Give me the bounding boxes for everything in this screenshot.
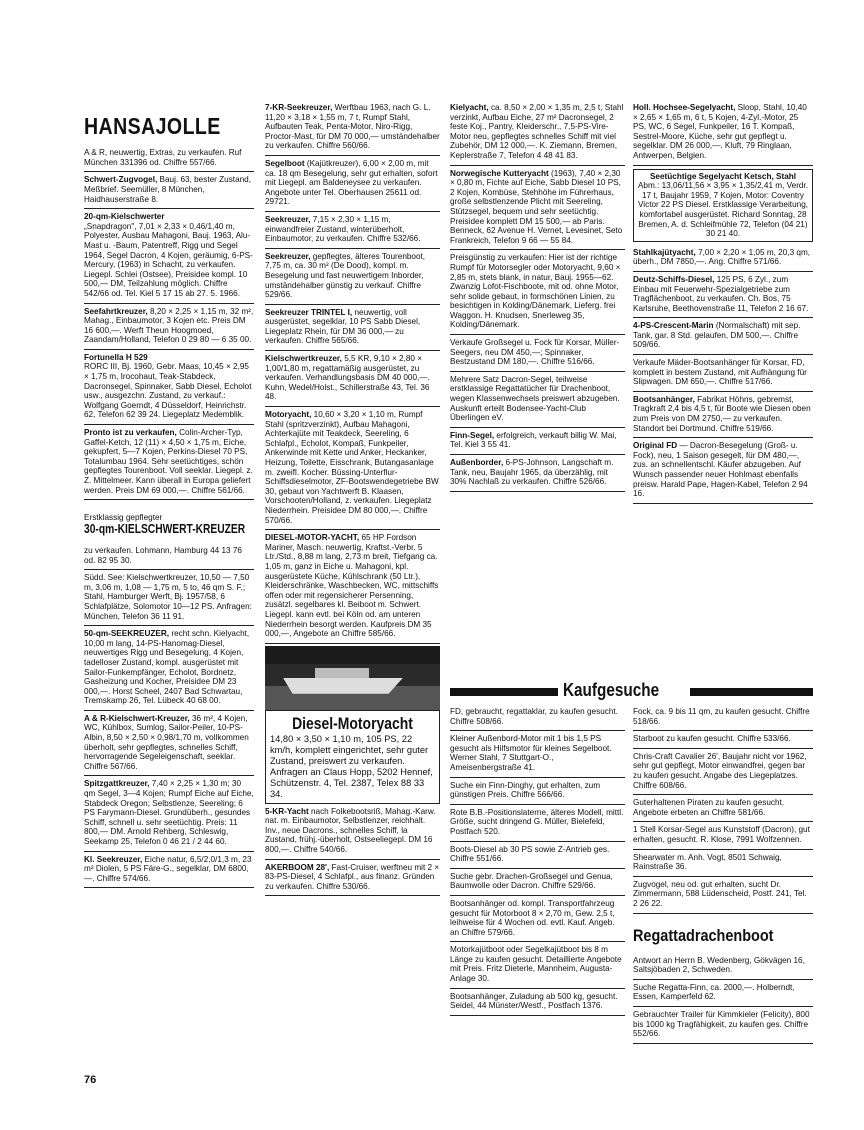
wanted-ad (450, 731, 625, 777)
section-title: Kaufgesuche (563, 680, 660, 700)
wanted-ad (450, 704, 625, 731)
classified-ad (265, 860, 440, 897)
diesel-motoryacht-ad (265, 710, 440, 804)
ad-text: Colin-Archer-Typ, Gaffel-Ketch, 12 (11) × 4,50 × 1,75 m, Eiche, gekupfert, 5—7 Kojen, Perkins-Diesel 70 PS, Totalumbau 1964. Sehr seetüchtiges, schön gepflegtes Tourenboot. Voll seeklar. Liegepl. z. Z. Mittelmeer. Kann überall in Europa geliefert werden. Preis DM 69 000,—. Chiffre 561/66. (84, 428, 253, 495)
ad-title: Seekreuzer TRINTEL I, (265, 307, 353, 317)
ad-text: Verkaufe Großsegel u. Fock für Korsar, Müller-Seegers, neu DM 450,—; Spinnaker, Bestzustand DM 180,—. Chiffre 516/66. (450, 338, 620, 367)
ad-text: 8,20 × 2,25 × 1,15 m, 32 m², Mahag., Einbaumotor, 3 Kojen etc. Preis DM 16 600,—. Werft Theun Hoogmoed, Zaandam/Holland, Telefon 0 29 80 — 6 35 00. (84, 306, 254, 345)
header-bar-right (690, 688, 813, 696)
ad-title: Segelboot (265, 158, 305, 168)
ad-title: Kl. Seekreuzer, (84, 854, 143, 864)
ad-text: Verkaufe Mäder-Bootsanhänger für Korsar, FD, komplett in bestem Zustand, mit Aufhängung für Slipwagen. DM 650,—. Chiffre 517/66. (633, 358, 807, 387)
classified-ad (265, 156, 440, 212)
ad-text: neuwertig, voll ausgerüstet, segelklar, 10 PS Sabb Diesel, Liegeplatz Rhein, für DM 36 000,— zu verkaufen. Chiffre 565/66. (265, 307, 421, 346)
wanted-ad (450, 896, 625, 942)
wanted-ad (450, 842, 625, 869)
ad-title: Deutz-Schiffs-Diesel, (633, 274, 715, 284)
wanted-ad (633, 850, 813, 877)
ad-text: Fabrikat Höhns, gebremst, Tragkraft 2,4 bis 4,5 t, für Boote wie Diesen oben zum Preis von DM 2750,— zu verkaufen. Standort bei Dortmund. Chiffre 519/66. (633, 394, 811, 433)
ad-text: RORC III, Bj. 1960, Gebr. Maas, 10,45 × 2,95 × 1,75 m, Irocohaut, Teak-Stabdeck, Dacronsegel, Spinnaker, Sabb Diesel, Echolot usw., ausgezchn. Zustand, zu verkauf.: Wolfgang Goerndt, 4 Düsseldorf, Heinrichstr. 62, Telefon 62 39 24. Liegeplatz Medemblik. (84, 362, 252, 420)
ad-text: 36 m², 4 Kojen, WC, Kühlbox, Sumlog, Sailor-Peiler, 10-PS-Albin, 8,50 × 2,50 × 0,98/1,70 m, vollkommen überholt, sehr gepflegtes, schnelles Schiff, hervorragende Segeleigenschaft, seeklar. Chiffre 567/66. (84, 713, 249, 771)
ad-text: Motorkajütboot oder Segelkajütboot bis 8 m Länge zu kaufen gesucht. Detaillierte Angebote mit Preis. Fritz Dieterle, Mannheim, Augusta-Anlage 30. (450, 945, 622, 984)
column-3 (450, 100, 625, 678)
wanted-ad (633, 795, 813, 822)
ad-title: Original FD (633, 441, 678, 451)
ad-title: A & R-Kielschwert-Kreuzer, (84, 713, 190, 723)
classified-ad (84, 304, 254, 350)
classified-ad (265, 351, 440, 407)
ad-text: Suche ein Finn-Dinghy, gut erhalten, zum günstigen Preis. Chiffre 566/66. (450, 780, 601, 800)
classified-ad (633, 245, 813, 272)
classified-ad (450, 428, 625, 455)
ad-text: — Dacron-Besegelung (Groß- u. Fock), neu, 1 Saison gesegelt, für DM 480,—, zus. an schnellentschl. Käufer abzugeben. Auf Wunsch passender neuer Hohlmast ebenfalls preisw. Harald Pape, Hagen-Kabel, Telefon 2 94 16. (633, 441, 808, 499)
ad-text: Bootsanhänger od. kompl. Transportfahrzeug gesucht für Motorboot 8 × 2,70 m, Gew. 2,5 t, leihweise für 4 Wochen od. evtl. Kauf. Angeb. an Chiffre 579/66. (450, 898, 615, 937)
wanted-ad (450, 778, 625, 805)
wanted-ad (450, 869, 625, 896)
wanted-ad (450, 989, 625, 1016)
ad-title: Fortunella H 529 (84, 352, 148, 362)
classified-ad (633, 392, 813, 438)
wanted-ad (633, 1007, 813, 1044)
ad-headline: 30-qm-KIELSCHWERT-KREUZER (84, 522, 246, 537)
ad-text: 1 Stell Korsar-Segel aus Kunststoff (Dacron), gut erhalten, gesucht. R. Klose, 7991 Wolfzennen. (633, 825, 810, 844)
classified-ad (633, 355, 813, 392)
column-3-wanted (450, 704, 625, 1094)
wanted-ad (633, 822, 813, 849)
ad-text: Eiche natur, 6,5/2,0/1,3 m, 23 m² Diolen, 5 PS Färe-G., segelklar, DM 6800,—. Chiffre 574/66. (84, 854, 252, 883)
ad-text: (Kajütkreuzer), 6,00 × 2,00 m, mit ca. 18 qm Besegelung, sehr gut erhalten, sofort mit Liegepl. am Baldeneysee zu verkaufen. Angebote unter Tel. Oberhausen 25611 od. 29721. (265, 158, 438, 207)
ad-headline: Regattadrachenboot (633, 926, 774, 946)
ad-title: Holl. Hochsee-Segelyacht, (633, 103, 736, 112)
ad-text: Suche Regatta-Finn, ca. 2000,—. Holberndt, Essen, Kamperfeld 62. (633, 982, 795, 1002)
ad-text: (Normalschaft) mit sep. Tank, gar. 8 Std. gelaufen, DM 500,—. Chiffre 509/66. (633, 321, 801, 350)
ad-text: Gebrauchter Trailer für Kimmkieler (Felicity), 800 bis 1000 kg Tragfähigkeit, zu kaufen ges. Chiffre 552/66. (633, 1010, 810, 1039)
classified-ad (84, 172, 254, 209)
photo-yacht-hull (283, 678, 403, 694)
classified-ad (84, 209, 254, 303)
ad-title: Motoryacht, (265, 410, 312, 420)
ad-title: AKERBOOM 28', (265, 862, 330, 872)
ad-text: 6-PS-Johnson, Langschaft m. Tank, neu, Baujahr 1965, da überzählig, mit 30% Nachlaß zu verkaufen. Chiffre 526/66. (450, 458, 614, 487)
ad-text: Antwort an Herrn B. Wedenberg, Gökvägen 16, Saltsjöbaden 2, Schweden. (633, 955, 805, 975)
wanted-ad (633, 914, 813, 980)
ad-text: Bauj. 63, bester Zustand, Meßbrief. Seemüller, 8 München, Haidhauserstraße 8. (84, 175, 252, 204)
ad-title: Seekreuzer, (265, 214, 311, 224)
ad-text: 7,15 × 2,30 × 1,15 m, einwandfreier Zustand, winterüberholt, Einbaumotor, zu verkaufen. Chiffre 532/66. (265, 214, 421, 244)
classified-ad (84, 852, 254, 889)
classified-ad (450, 372, 625, 428)
classified-ad-boxed (633, 169, 813, 242)
ad-title: DIESEL-MOTOR-YACHT, (265, 533, 360, 543)
ad-text: A & R, neuwertig, Extras, zu verkaufen. Ruf München 331396 od. Chiffre 557/66. (84, 148, 242, 167)
ad-title: Bootsanhänger, (633, 394, 695, 404)
ad-text: erfolgreich, verkauft billig W. Mai, Tel. Kiel 3 55 41. (450, 430, 617, 450)
ad-text: 10,60 × 3,20 × 1,10 m, Rumpf Stahl (spritzverzinkt), Aufbau Mahagoni, Achterkajüte mit Teakdeck, Seereling, 6 Schlafpl., Echolot, Kompaß, Funkpeiler, Ankerwinde mit Kette und Anker, Heckanker, Heizung, Toilette, Eisschrank, Butangasanlage m. zweifl. Kocher. Büssing-Unterflur-Schiffsdieselmotor, ZF-Bootswendegetriebe BW 30, gebaut von Yachtwerft B. Klaasen, Vorschooten/Holland, z. verkaufen. Liegeplatz Niederrhein. Preisidee DM 80 000,—. Chiffre 570/66. (265, 410, 439, 525)
classified-ad (84, 776, 254, 851)
classified-ad (450, 455, 625, 492)
ad-text: Preisgünstig zu verkaufen: Hier ist der richtige Rumpf für Motorsegler oder Motoryacht, 9,60 × 2,85 m, stets blank, in natur, Bauj. 1955—62. Zwanzig Lofot-Fischboote, mit od. ohne Motor, sehr solide gebaut, in formschönen Linien, zu besichtigen in Kolding/Dänemark, Lieferg. frei Waggon. H. Knudsen, Snerleweg 35, Kolding/Dänemark. (450, 253, 621, 330)
ad-headline: HANSAJOLLE (84, 112, 221, 139)
ad-text: Kleiner Außenbord-Motor mit 1 bis 1,5 PS gesucht als Hilfsmotor für kleines Segelboot. Werner Stahl, 7 Stuttgart-O., Ameisenbergstraße 41. (450, 734, 612, 772)
ad-text: 14,80 × 3,50 × 1,10 m, 105 PS, 22 km/h, komplett eingerichtet, sehr guter Zustand, preiswert zu verkaufen. Anfragen an Claus Hopp, 5202 Hennef, Schützenstr. 4, Tel. 2387, Telex 88 33 34. (270, 733, 433, 799)
ad-text: 7,40 × 2,25 × 1,30 m; 30 qm Segel, 3—4 Kojen; Rumpf Eiche auf Eiche, Stabdeck Oregon; Selbstlenze, Seereling; 6 PS Farymann-Diesel. Grundüberh., gesundes Schiff, schnell u. sehr seetüchtig. Preis: 11 800,— DM. Arnold Rehberg, Schleswig, Seekamp 25, Telefon 0 46 21 / 2 44 60. (84, 779, 254, 846)
wanted-ad (450, 805, 625, 842)
wanted-ad (633, 749, 813, 795)
photo-shoreline (265, 646, 440, 664)
ad-text: (1963), 7,40 × 2,30 × 0,80 m, Fichte auf Eiche, Sabb Diesel 10 PS, 2 Kojen, Kombüse, Stehhöhe im Führerhaus, große selbstlenzende Plicht mit Seereling, Stützsegel, bequem und sehr seetüchtig. Preisidee komplett DM 15 500,— ab Paris. Benneck, 62 Avenue H. Vernet, Levesinet, Seto Frankreich, Telefon 9 66 — 55 84. (450, 168, 623, 245)
ad-headline: Diesel-Motoryacht (292, 713, 413, 733)
classified-ad (84, 626, 254, 711)
ad-title: Kielschwertkreuzer, (265, 354, 342, 364)
ad-text: Suche gebr. Drachen-Großsegel und Genua, Baumwolle oder Dacron. Chiffre 529/66. (450, 871, 613, 891)
wanted-ad (633, 877, 813, 914)
ad-pretitle: Erstklassig gepflegter (84, 512, 163, 522)
ad-text: Boots-Diesel ab 30 PS sowie Z-Antrieb ges. Chiffre 551/66. (450, 844, 610, 864)
classified-ad (265, 305, 440, 351)
classified-ad (265, 212, 440, 249)
ad-title: 4-PS-Crescent-Marin (633, 321, 714, 331)
ad-text: ca. 8,50 × 2,00 × 1,35 m, 2,5 t, Stahl verzinkt, Aufbau Eiche, 27 m² Dacronsegel, 2 feste Koj., Pantry, Kleiderschr., 7,5-PS-Vire-Motor neu, gepflegtes schnelles Schiff mit viel Zubehör, DM 12 000,—. K. Ziemann, Bremen, Keplerstraße 7, Telefon 4 48 41 83. (450, 103, 624, 160)
classified-ad (450, 166, 625, 251)
ad-text: Mehrere Satz Dacron-Segel, teilweise erstklassige Regattatücher für Drachenboot, wegen Klassenwechsels preiswert abzugeben. Auskunft erteilt Bodensee-Yacht-Club Überlingen eV. (450, 374, 620, 423)
classified-ad (633, 272, 813, 318)
ad-text: Fast-Cruiser, werftneu mit 2 × 83-PS-Diesel, 4 Schlafpl., aus finanz. Gründen zu verkaufen. Chiffre 530/66. (265, 862, 440, 891)
ad-text: recht schn. Kielyacht, 10,00 m lang, 14-PS-Hanomag-Diesel, neuwertiges Rigg und Besegelung, 4 Kojen, tadelloser Zustand, kompl. ausgerüstet mit Sailor-Funkempfänger, Echolot, Bordnetz, Gasheizung und Kocher, Preisidee DM 23 000,—. Horst Scheel, 2407 Bad Schwartau, Tremskamp 26, Tel. Lübeck 40 68 00. (84, 629, 250, 706)
ad-text: Shearwater m. Anh. Vogt, 8501 Schwaig, Rainstraße 36. (633, 852, 782, 872)
classified-ad (84, 711, 254, 777)
classified-ad (84, 425, 254, 500)
ad-title: Außenborder, (450, 458, 504, 467)
ad-text: 5,5 KR, 9,10 × 2,80 × 1,00/1,80 m, regattamäßig ausgerüstet, zu verkaufen. Verhandlungsbasis DM 40 000,—. Kuhn, Wedel/Holst., Schillerstraße 43, Tel. 36 48. (265, 354, 430, 402)
ad-text: 7,00 × 2,20 × 1,05 m, 20,3 qm, überh., DM 7850,—. Ang. Chiffre 571/66. (633, 247, 811, 267)
classified-ad (84, 570, 254, 626)
ad-text: 125 PS, 6 Zyl., zum Einbau mit Feuerwehr-Spezialgetriebe zum Tragflächenboot, zu verkaufen. Ch. Bos, 75 Karlsruhe, Beethovenstraße 11, Telefon 2 16 67. (633, 274, 809, 313)
classified-ad (265, 100, 440, 156)
ad-title: Seetüchtige Segelyacht Ketsch, Stahl (649, 171, 797, 181)
ad-text: Bootsanhänger, Zuladung ab 500 kg, gesucht. Seidel, 44 Münster/Westf., Postfach 1376. (450, 991, 618, 1011)
classified-ad (265, 407, 440, 530)
column-1 (84, 100, 254, 888)
ad-title: Spitzgattkreuzer, (84, 779, 150, 789)
ad-text: Starboot zu kaufen gesucht. Chiffre 533/66. (633, 734, 791, 744)
ad-text: FD, gebraucht, regattaklar, zu kaufen gesucht. Chiffre 508/66. (450, 707, 618, 726)
column-4-wanted (633, 704, 813, 1094)
classified-ad (450, 100, 625, 166)
ad-text: 65 HP Fordson Mariner, Masch. neuwertig, Kraftst.-Verbr. 5 Ltr./Std., 8,88 m lang, 2,73 m breit, Tiefgang ca. 1,05 m, ganz in Eiche u. Mahagoni, kpl. ausgerüstete Küche, Kühlschrank (50 Ltr.), Kleiderschränke, Waschbecken, WC, mittschiffs offen oder mit regensicherer Persenning, zusätzl. segelbares kl. Beiboot m. Schwert. Liegepl. kann evtl. bei Köln od. am unteren Niederrhein besorgt werden. Kaufpreis DM 35 000,—, Angebote an Chiffre 585/66. (265, 533, 439, 639)
ad-title: Finn-Segel, (450, 430, 495, 440)
ad-text: Rote B.B.-Positionslaterne, älteres Modell, mittl. Größe, sucht dringend G. Müller, Bielefeld, Postfach 520. (450, 807, 624, 836)
classified-ad (84, 100, 254, 172)
classified-ad (633, 318, 813, 355)
ad-title: Seekreuzer, (265, 251, 311, 261)
classified-ad (450, 250, 625, 335)
ad-title: Kielyacht, (450, 103, 489, 112)
column-4 (633, 100, 813, 678)
ad-text: Sloop, Stahl, 10,40 × 2,65 × 1,65 m, 6 t, 5 Kojen, 4-Zyl.-Motor, 25 PS, WC, 6 Segel, Funkpeiler, 16 T. Kompaß, Sestrel-Moore, Küche, sehr gut gepflegt u. segelklar. DM 26 000,—. Kluft, 79 Ringlaan, Antwerpen, Belgien. (633, 103, 807, 160)
classified-ad (633, 100, 813, 166)
classified-ad (265, 530, 440, 644)
wanted-ad (633, 704, 813, 731)
ad-title: 7-KR-Seekreuzer, (265, 103, 333, 112)
ad-text: Chris-Craft Cavalier 26', Baujahr nicht vor 1962, sehr gut gepflegt, Motor einwandfrei, gegen bar zu kaufen gesucht. Angabe des Liegeplatzes. Chiffre 608/66. (633, 751, 807, 790)
classified-ad (265, 804, 440, 860)
ad-text: nach Folkebootsriß, Mahag.-Karw. nat. m. Einbaumotor, Selbstlenzer, reichhalt. Inv., neue Dacrons., schnelles Schiff, la Zustand, frühj.-überholt, Ostseeliegepl. DM 16 800,—. Chiffre 540/66. (265, 806, 436, 855)
classified-ad (84, 500, 254, 570)
ad-text: Südd. See: Kielschwertkreuzer, 10,50 — 7,50 m, 3,06 m, 1,08 — 1,75 m, 5 to, 46 qm S. F.; Stahl, Hamburger Werft, Bj. 1957/58, 6 Schlafplätze, Solomotor 10—12 PS. Anfragen: München, Telefon 36 11 91. (84, 573, 252, 621)
ad-title: Pronto ist zu verkaufen, (84, 428, 177, 438)
page-number: 76 (84, 1074, 97, 1086)
motor-yacht-photo (265, 646, 440, 710)
classified-ad (265, 249, 440, 305)
kaufgesuche-header (450, 680, 813, 701)
ad-title: Seefahrtkreuzer, (84, 306, 148, 316)
ad-title: Norwegische Kutteryacht (450, 168, 549, 178)
ad-title: 20-qm-Kielschwerter (84, 212, 165, 222)
ad-title: Schwert-Zugvogel, (84, 175, 158, 185)
wanted-ad (633, 731, 813, 749)
wanted-ad (633, 980, 813, 1007)
ad-text: Guterhaltenen Piraten zu kaufen gesucht. Angebote erbeten an Chiffre 581/66. (633, 798, 785, 817)
ad-text: Fock, ca. 9 bis 11 qm, zu kaufen gesucht. Chiffre 518/66. (633, 707, 810, 726)
wanted-ad (450, 942, 625, 988)
ad-title: Stahlkajütyacht, (633, 247, 696, 257)
ad-title: 5-KR-Yacht (265, 806, 309, 816)
ad-text: „Snapdragon", 7,01 × 2,33 × 0,46/1,40 m, Polyester, Ausbau Mahagoni, Bauj. 1963, Alu-Mast u. -Baum, Patentreff, Rigg und Segel 1964, Segel Dacron, 4 Kojen, geräumig, 6-PS-Mercury, (1963) in Schacht, zu verkaufen. Liegepl. Schlei (Ostsee), Preisidee kompl. 10 500,— DM, Teilzahlung möglich. Chiffre 542/66 od. Tel. Kiel 5 17 15 ab 27. 5. 1966. (84, 221, 253, 298)
ad-title: 50-qm-SEEKREUZER, (84, 629, 170, 639)
classified-ad (633, 438, 813, 504)
ad-text: Abm.: 13,06/11,56 × 3,95 × 1,35/2,41 m, Verdr. 17 t, Baujahr 1959, 7 Kojen, Motor: Coventry Victor 22 PS Diesel. Erstklassige Verarbeitung, komfortabel ausgerüstet. Richard Sonntag, 28 Bremen, A. d. Schleifmühle 72, Telefon (04 21) 30 21 40. (637, 181, 809, 239)
column-2 (265, 100, 440, 896)
ad-text: Werftbau 1963, nach G. L. 11,20 × 3,18 × 1,55 m, 7 t, Rumpf Stahl, Aufbauten Teak, Penta-Motor, Niro-Rigg, Proctor-Mast, für DM 70 000,— umständehalber zu verkaufen. Chiffre 560/66. (265, 103, 440, 151)
ad-text: Zugvogel, neu od. gut erhalten, sucht Dr. Zimmermann, 588 Lüdenscheid, Postf. 241, Tel. 2 26 22. (633, 879, 807, 908)
classified-ad (450, 335, 625, 372)
ad-text: zu verkaufen. Lohmann, Hamburg 44 13 76 od. 82 95 30. (84, 545, 242, 565)
ad-text: gepflegtes, älteres Tourenboot, 7,75 m, ca. 30 m² (De Dood), kompl. m. Besegelung und fast neuwertigem Inborder, umständehalber günstig zu verkauf. Chiffre 529/66. (265, 251, 426, 300)
header-bar-left (450, 688, 558, 696)
classified-ad (84, 350, 254, 425)
